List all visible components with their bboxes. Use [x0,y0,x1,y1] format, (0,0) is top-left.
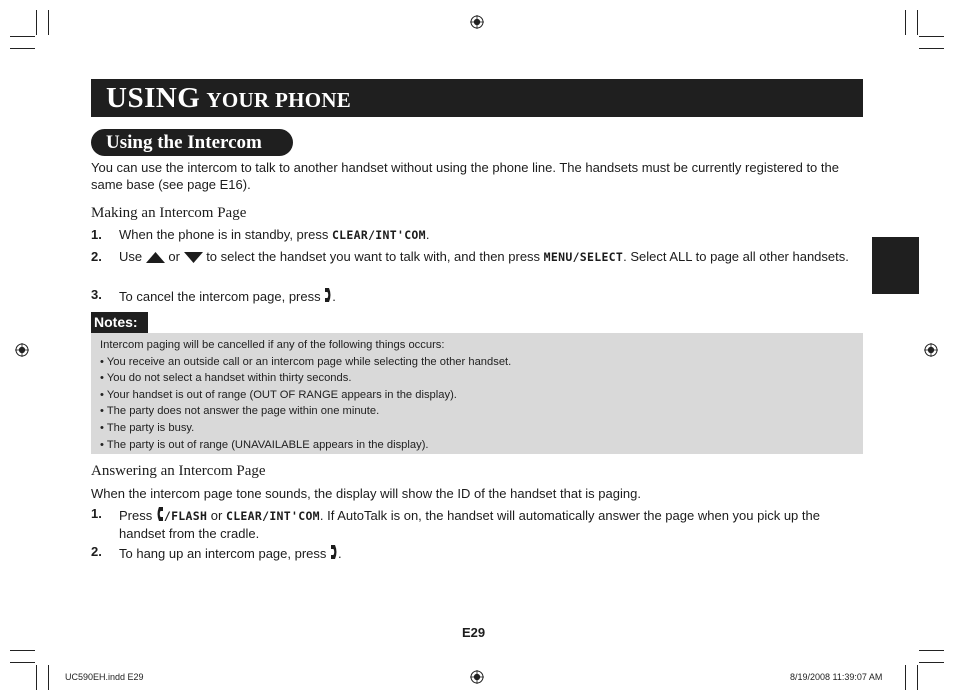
footer-file: UC590EH.indd E29 [65,672,144,682]
clear-intcom-key: CLEAR/INT'COM [331,228,426,242]
notes-label: Notes: [91,312,148,333]
side-thumb-tab [872,237,919,294]
answering-heading: Answering an Intercom Page [91,463,266,479]
chapter-header [91,79,863,117]
crop-mark [36,10,37,35]
page-number: E29 [462,625,486,640]
crop-mark [919,48,944,49]
step-number: 3. [91,287,102,302]
step-number: 1. [91,227,102,242]
step-text: When the phone is in standby, press CLEAR/INT'COM. [119,227,430,242]
crop-mark [905,10,906,35]
crop-mark [48,665,49,690]
registration-mark-icon [470,15,484,29]
crop-mark [10,650,35,651]
note-item: • You do not select a handset within thirty seconds. [100,372,352,385]
step-number: 2. [91,544,102,559]
crop-mark [10,36,35,37]
crop-mark [917,10,918,35]
up-arrow-icon [146,252,165,263]
step-text: Press /FLASH or CLEAR/INT'COM. If AutoTalk is on, the handset will automatically answer the page when you pick up the handset from the cradle. [119,508,820,541]
clear-intcom-key: CLEAR/INT'COM [225,509,320,523]
crop-mark [919,662,944,663]
crop-mark [10,662,35,663]
end-call-icon [330,544,338,560]
answering-intro: When the intercom page tone sounds, the display will show the ID of the handset that is paging. [91,486,641,501]
note-item: • The party is out of range (UNAVAILABLE appears in the display). [100,438,429,451]
registration-mark-icon [924,343,938,357]
talk-icon [156,506,164,522]
step-number: 2. [91,249,102,264]
footer-timestamp: 8/19/2008 11:39:07 AM [790,672,883,682]
step-text: To hang up an intercom page, press . [119,546,342,561]
notes-box [91,333,863,454]
chapter-title-small: YOUR PHONE [206,88,352,112]
notes-intro: Intercom paging will be cancelled if any of the following things occurs: [100,339,445,351]
crop-mark [919,36,944,37]
section-title: Using the Intercom [91,129,293,156]
crop-mark [48,10,49,35]
flash-key: /FLASH [163,509,208,523]
step-number: 1. [91,506,102,521]
crop-mark [919,650,944,651]
intro-paragraph: You can use the intercom to talk to another handset without using the phone line. The handsets must be currently registered to the same base (see page E16). [91,160,839,192]
chapter-title-big: USING [106,82,201,114]
step-text: Use or to select the handset you want to talk with, and then press MENU/SELECT. Select ALL to page all other handsets. [119,249,849,264]
registration-mark-icon [470,670,484,684]
note-item: • Your handset is out of range (OUT OF RANGE appears in the display). [100,388,457,401]
step-text: To cancel the intercom page, press . [119,289,336,304]
crop-mark [917,665,918,690]
note-item: • The party does not answer the page within one minute. [100,405,380,418]
crop-mark [36,665,37,690]
crop-mark [905,665,906,690]
making-heading: Making an Intercom Page [91,205,247,221]
menu-select-key: MENU/SELECT [543,250,624,264]
registration-mark-icon [15,343,29,357]
note-item: • The party is busy. [100,421,195,434]
down-arrow-icon [184,252,203,263]
note-item: • You receive an outside call or an intercom page while selecting the other handset. [100,355,512,368]
crop-mark [10,48,35,49]
